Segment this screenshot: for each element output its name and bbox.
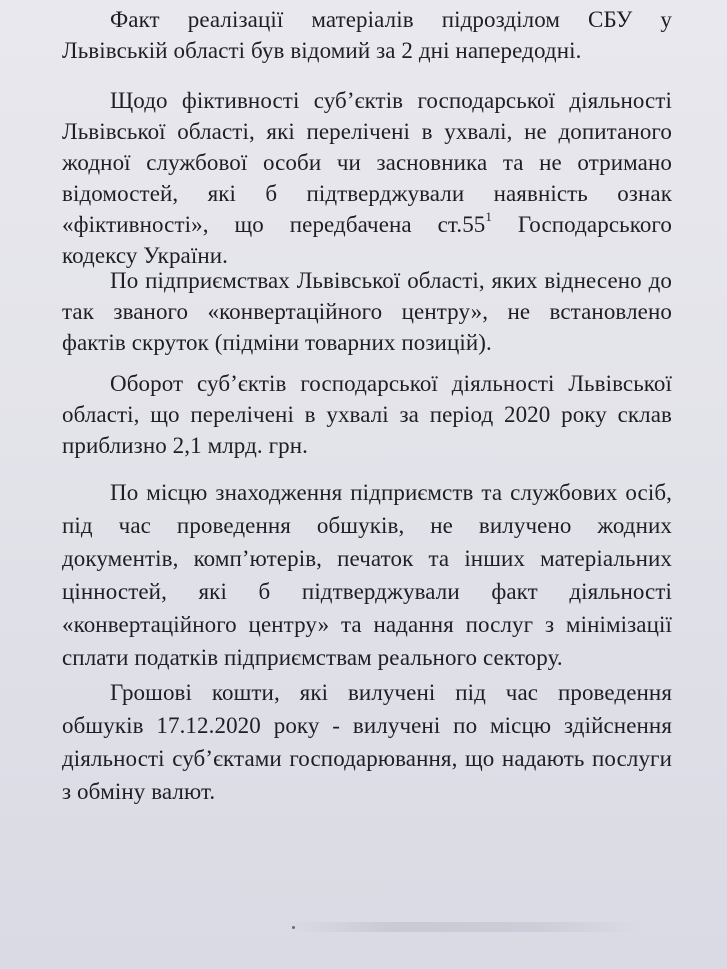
paragraph-text: Щодо фіктивності суб’єктів господарської діяльності Львівської області, які перелічені в ухвалі, не допитаного жодної службової особи чи засновника та не отримано відомостей, які б підтверджували наявність ознак «фіктивності», що передбачена ст.55 [62,88,672,237]
paragraph-text: Факт реалізації матеріалів підрозділом СБУ у Львівській області був відомий за 2 дні напередодні. [62,7,672,63]
paragraph-conversion-center [62,265,672,358]
paragraph-seized-funds [62,676,672,808]
paragraph-turnover [62,368,672,461]
bleed-through-smudge [290,922,640,932]
article-superscript: 1 [485,209,493,225]
paragraph-fictitiousness [62,85,672,271]
paragraph-searches [62,476,672,674]
paragraph-text: По місцю знаходження підприємств та службових осіб, під час проведення обшуків, не вилучено жодних документів, комп’ютерів, печаток та інших матеріальних цінностей, які б підтверджували факт діяльності «конвертаційного центру» та надання послуг з мінімізації сплати податків підприємствам реального сектору. [62,480,672,670]
paragraph-text: По підприємствах Львівської області, яких віднесено до так званого «конвертаційного центру», не встановлено фактів скруток (підміни товарних позицій). [62,268,672,355]
paragraph-sbu-knowledge [62,4,672,66]
paragraph-text-end: Господарського кодексу України. [62,212,672,268]
paragraph-text: Грошові кошти, які вилучені під час проведення обшуків 17.12.2020 року - вилучені по місцю здійснення діяльності суб’єктами господарювання, що надають послуги з обміну валют. [62,680,672,804]
ink-dot [292,926,295,929]
paragraph-text: Оборот суб’єктів господарської діяльності Львівської області, що перелічені в ухвалі за період 2020 року склав приблизно 2,1 млрд. грн. [62,371,672,458]
